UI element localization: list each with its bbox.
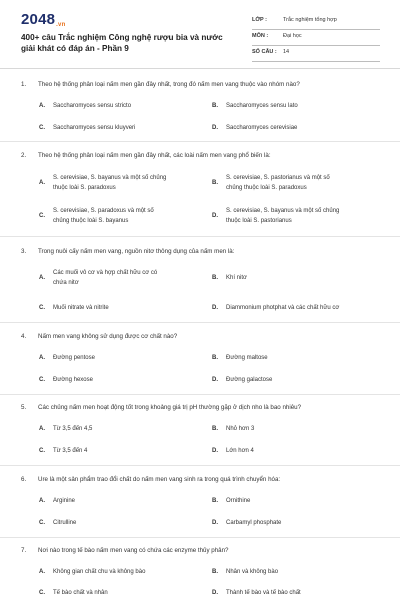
logo-domain: .vn xyxy=(56,22,66,28)
option-text: Không gian chất chu và không bào xyxy=(53,569,146,575)
question-divider xyxy=(0,394,400,395)
meta-key: MÔN : xyxy=(252,33,269,39)
option-letter: A. xyxy=(39,103,45,109)
question-number: 2. xyxy=(21,152,27,159)
question-text xyxy=(21,152,381,159)
question-text xyxy=(21,248,381,255)
question-stem: Theo hệ thống phân loại nấm men gần đây nhất, các loài nấm men vang phổ biến là: xyxy=(38,152,271,159)
question-divider xyxy=(0,236,400,237)
meta-key: SỐ CÂU : xyxy=(252,49,277,55)
option-text: Carbamyl phosphate xyxy=(226,520,282,526)
question-number: 5. xyxy=(21,404,27,411)
site-logo[interactable] xyxy=(21,11,65,28)
option-text: Diammonium photphat và các chất hữu cơ xyxy=(226,305,340,311)
option-text: S. cerevisiae, S. bayanus và một số chủng thuộc loài S. pastorianus xyxy=(226,208,340,224)
option-letter: B. xyxy=(212,498,218,504)
question-divider xyxy=(0,141,400,142)
option-text: Tế bào chất và nhân xyxy=(53,590,108,596)
option-text: Arginine xyxy=(53,498,76,504)
option-text: Thành tế bào và tế bào chất xyxy=(226,590,301,596)
option-letter: A. xyxy=(39,426,45,432)
option-text: Từ 3,5 đến 4 xyxy=(53,448,88,454)
question-number: 3. xyxy=(21,248,27,255)
option-letter: D. xyxy=(212,377,218,383)
option-text: Lớn hơn 4 xyxy=(226,448,254,454)
option-text: Nhỏ hơn 3 xyxy=(226,426,255,432)
option-text: Đường maltose xyxy=(226,355,268,361)
option-letter: A. xyxy=(39,355,45,361)
question-text xyxy=(21,476,381,483)
option-text: Các muối vô cơ và hợp chất hữu cơ có chứa nitơ xyxy=(53,270,158,286)
question-stem: Trong nuôi cấy nấm men vang, nguồn nitơ thông dụng của nấm men là: xyxy=(38,248,235,255)
option-text: Từ 3,5 đến 4,5 xyxy=(53,426,93,432)
document-meta-table xyxy=(252,14,380,62)
option-letter: B. xyxy=(212,426,218,432)
option-letter: C. xyxy=(39,213,45,219)
option-letter: D. xyxy=(212,213,218,219)
option-letter: D. xyxy=(212,125,218,131)
option-letter: A. xyxy=(39,180,45,186)
option-text: S. cerevisiae, S. pastorianus và một số chủng thuộc loài S. paradoxus xyxy=(226,175,330,191)
option-letter: C. xyxy=(39,377,45,383)
meta-row-subject xyxy=(252,30,380,46)
option-letter: D. xyxy=(212,448,218,454)
option-text: S. cerevisiae, S. paradoxus và một số chủng thuộc loài S. bayanus xyxy=(53,208,154,224)
option-letter: B. xyxy=(212,180,218,186)
meta-row-question-count xyxy=(252,46,380,62)
option-text: Saccharomyces sensu lato xyxy=(226,103,298,109)
option-text: Citrulline xyxy=(53,520,77,526)
meta-key: LỚP : xyxy=(252,17,267,23)
document-title: 400+ câu Trắc nghiệm Công nghệ rượu bia và nước giải khát có đáp án - Phần 9 xyxy=(21,33,223,53)
option-text: Đường hexose xyxy=(53,377,93,383)
option-letter: A. xyxy=(39,498,45,504)
meta-value: Trắc nghiệm tổng hợp xyxy=(283,17,337,23)
option-text: Saccharomyces cerevisiae xyxy=(226,125,298,131)
option-text: Đường galactose xyxy=(226,377,273,383)
question-stem: Theo hệ thống phân loại nấm men gần đây nhất, trong đó nấm men vang thuộc vào nhóm nào? xyxy=(38,81,300,88)
option-letter: D. xyxy=(212,590,218,596)
question-text xyxy=(21,547,381,554)
logo-text: 2048 xyxy=(21,11,56,28)
question-number: 4. xyxy=(21,333,27,340)
option-text: Saccharomyces sensu kluyveri xyxy=(53,125,136,131)
option-letter: A. xyxy=(39,569,45,575)
question-text xyxy=(21,404,381,411)
option-letter: B. xyxy=(212,355,218,361)
option-text: Khí nitơ xyxy=(226,275,247,281)
option-letter: B. xyxy=(212,103,218,109)
option-letter: D. xyxy=(212,305,218,311)
question-text xyxy=(21,333,381,340)
meta-value: 14 xyxy=(283,49,290,55)
option-letter: B. xyxy=(212,569,218,575)
option-letter: C. xyxy=(39,305,45,311)
question-text xyxy=(21,81,381,88)
option-letter: C. xyxy=(39,448,45,454)
option-letter: C. xyxy=(39,125,45,131)
option-text: S. cerevisiae, S. bayanus và một số chủng thuộc loài S. paradoxus xyxy=(53,175,167,191)
option-text: Nhân và không bào xyxy=(226,569,279,575)
question-stem: Nơi nào trong tế bào nấm men vang có chứa các enzyme thủy phân? xyxy=(38,547,229,554)
question-stem: Nấm men vang không sử dụng được cơ chất nào? xyxy=(38,333,178,340)
option-letter: B. xyxy=(212,275,218,281)
header-divider xyxy=(0,68,400,69)
option-letter: C. xyxy=(39,520,45,526)
page-header xyxy=(0,0,400,66)
option-text: Saccharomyces sensu stricto xyxy=(53,103,132,109)
question-number: 6. xyxy=(21,476,27,483)
option-text: Ornithine xyxy=(226,498,251,504)
option-letter: A. xyxy=(39,275,45,281)
meta-value: Đại học xyxy=(283,33,302,39)
option-text: Muối nitrate và nitrite xyxy=(53,305,109,311)
option-letter: D. xyxy=(212,520,218,526)
option-text: Đường pentose xyxy=(53,355,95,361)
question-divider xyxy=(0,465,400,466)
question-number: 7. xyxy=(21,547,27,554)
question-stem: Các chủng nấm men hoạt động tốt trong khoảng giá trị pH thường gặp ở dịch nho là bao nhiêu? xyxy=(38,404,302,411)
question-divider xyxy=(0,537,400,538)
question-divider xyxy=(0,322,400,323)
question-number: 1. xyxy=(21,81,27,88)
option-letter: C. xyxy=(39,590,45,596)
question-stem: Ure là một sản phẩm trao đổi chất do nấm men vang sinh ra trong quá trình chuyển hóa: xyxy=(38,476,281,483)
meta-row-class xyxy=(252,14,380,30)
